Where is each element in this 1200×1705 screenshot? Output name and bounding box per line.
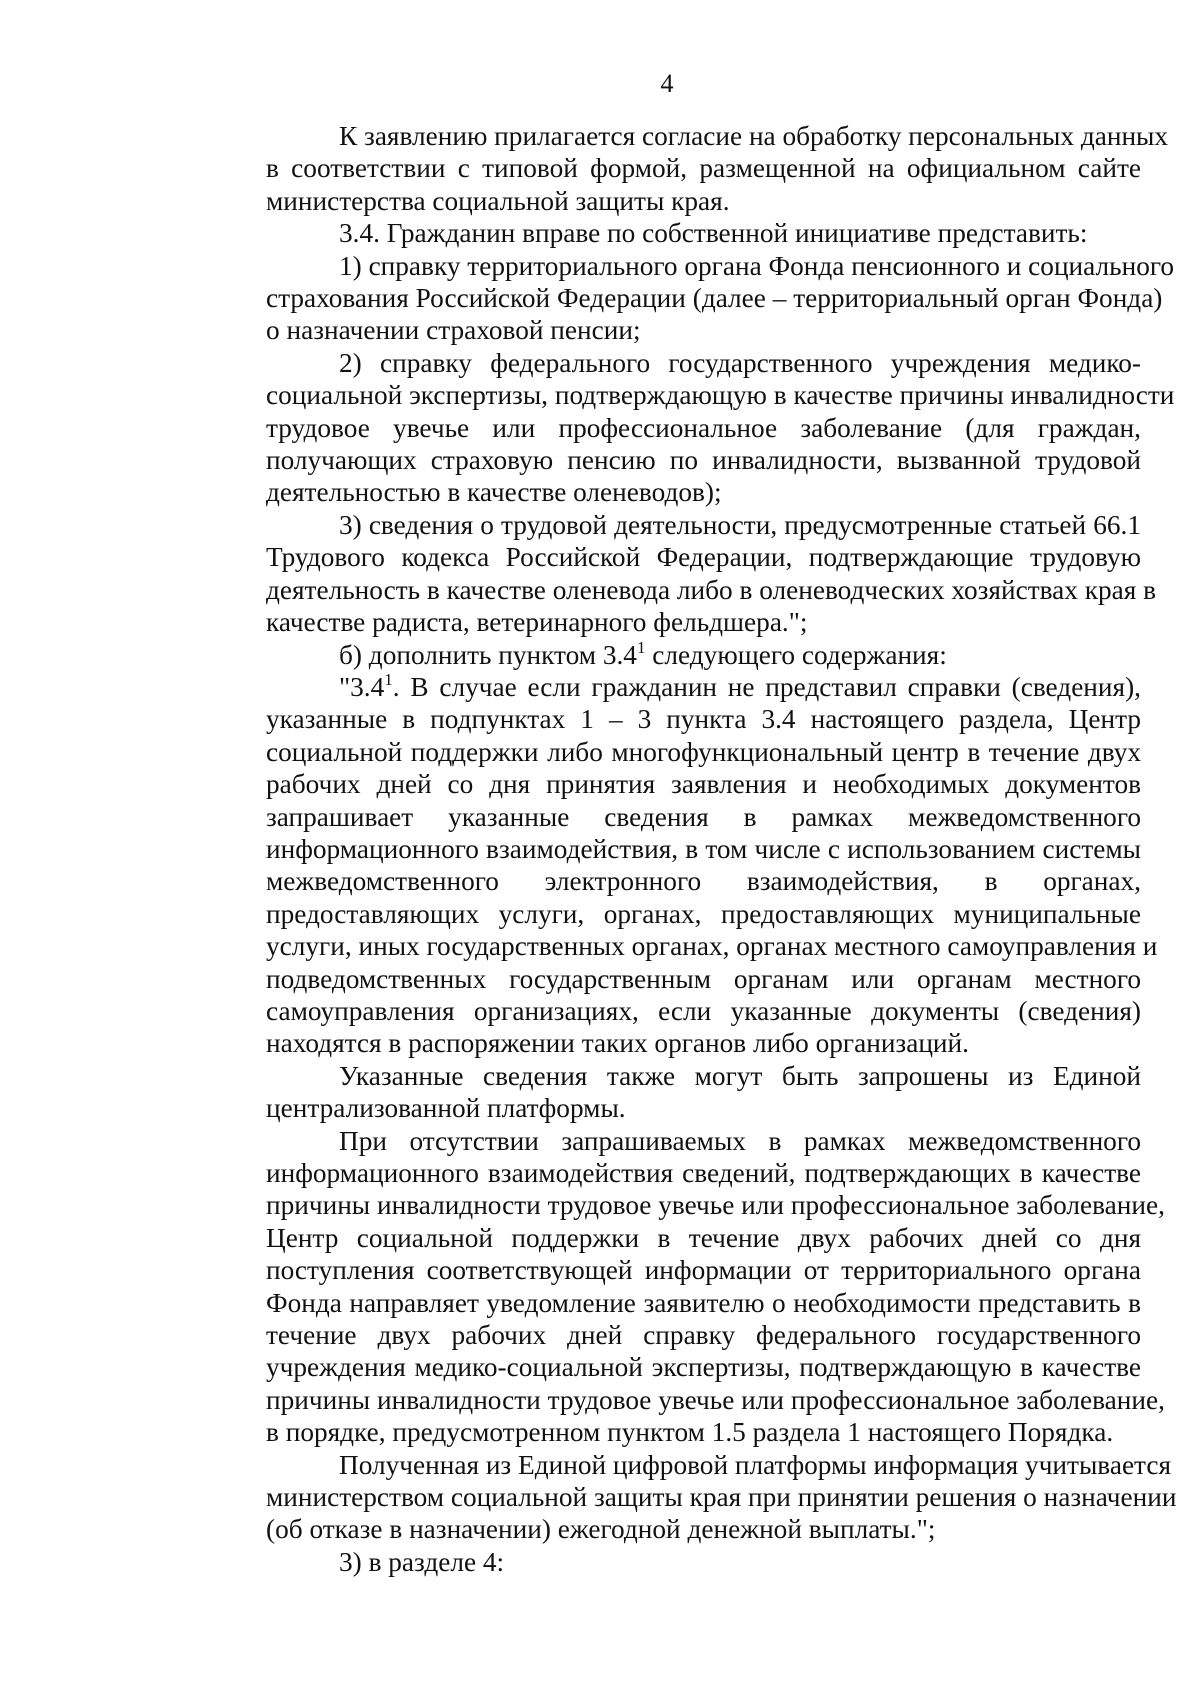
text-line: социальной поддержки либо многофункциональный центр в течение двух bbox=[266, 736, 1141, 767]
text-line: в порядке, предусмотренном пунктом 1.5 раздела 1 настоящего Порядка. bbox=[266, 1417, 1114, 1448]
text-fragment: "3.4 bbox=[339, 671, 385, 702]
text-line bbox=[193, 671, 1141, 703]
text-line: При отсутствии запрашиваемых в рамках межведомственного bbox=[339, 1125, 1141, 1156]
text-line: качестве радиста, ветеринарного фельдшера."; bbox=[266, 607, 808, 638]
text-line: находятся в распоряжении таких органов либо организаций. bbox=[266, 1028, 969, 1059]
text-line: о назначении страховой пенсии; bbox=[266, 315, 641, 346]
paragraph-platform-info bbox=[193, 1449, 1177, 1546]
text-line: информационного взаимодействия сведений, подтверждающих в качестве bbox=[266, 1158, 1141, 1188]
superscript: 1 bbox=[384, 669, 393, 689]
text-line: самоуправления организациях, если указанные документы (сведения) bbox=[266, 995, 1141, 1026]
text-line: причины инвалидности трудовое увечье или профессиональное заболевание, bbox=[266, 1384, 1165, 1415]
text-fragment: следующего содержания: bbox=[645, 639, 947, 670]
page-number: 4 bbox=[660, 69, 674, 98]
text-line: 1) справку территориального органа Фонда пенсионного и социального bbox=[339, 250, 1175, 281]
text-line: страхования Российской Федерации (далее – территориальный орган Фонда) bbox=[266, 283, 1163, 314]
text-line: информационного взаимодействия, в том числе с использованием системы bbox=[266, 833, 1141, 864]
text-line: министерством социальной защиты края при принятии решения о назначении bbox=[266, 1482, 1177, 1513]
text-line: в соответствии с типовой формой, размещенной на официальном сайте bbox=[266, 153, 1141, 184]
text-line: К заявлению прилагается согласие на обработку персональных данных bbox=[339, 121, 1169, 151]
text-line: указанные в подпунктах 1 – 3 пункта 3.4 настоящего раздела, Центр bbox=[266, 704, 1141, 735]
text-line: получающих страховую пенсию по инвалидности, вызванной трудовой bbox=[266, 445, 1141, 476]
paragraph-amend-b bbox=[193, 639, 1141, 671]
text-line: 3) сведения о трудовой деятельности, предусмотренные статьей 66.1 bbox=[339, 509, 1141, 540]
text-line: Указанные сведения также могут быть запрошены из Единой bbox=[339, 1060, 1141, 1091]
paragraph-section-4 bbox=[193, 1546, 1141, 1578]
superscript: 1 bbox=[636, 637, 646, 657]
paragraph-item-1 bbox=[193, 250, 1175, 347]
text-line: причины инвалидности трудовое увечье или профессиональное заболевание, bbox=[266, 1190, 1165, 1221]
text-line: централизованной платформы. bbox=[266, 1093, 626, 1124]
text-fragment: . В случае если гражданин не представил справки (сведения), bbox=[392, 671, 1141, 702]
text-line: Полученная из Единой цифровой платформы информация учитывается bbox=[339, 1449, 1171, 1480]
paragraph-item-2 bbox=[193, 347, 1175, 509]
text-line: течение двух рабочих дней справку федерального государственного bbox=[266, 1320, 1141, 1351]
text-line: 3) в разделе 4: bbox=[339, 1546, 505, 1577]
text-fragment: б) дополнить пунктом 3.4 bbox=[339, 639, 637, 670]
text-line: Фонда направляет уведомление заявителю о необходимости представить в bbox=[266, 1287, 1141, 1318]
document-body bbox=[193, 120, 1177, 1578]
text-line: учреждения медико-социальной экспертизы, подтверждающую в качестве bbox=[266, 1352, 1141, 1383]
text-line: межведомственного электронного взаимодействия, в органах, bbox=[266, 866, 1141, 897]
text-line bbox=[193, 639, 1141, 671]
paragraph-platform-request bbox=[193, 1060, 1141, 1125]
text-line: социальной экспертизы, подтверждающую в качестве причины инвалидности bbox=[266, 380, 1175, 411]
paragraph-consent bbox=[193, 120, 1169, 217]
text-line: 3.4. Гражданин вправе по собственной инициативе представить: bbox=[339, 218, 1088, 249]
text-line: министерства социальной защиты края. bbox=[266, 185, 730, 216]
text-line: подведомственных государственным органам или органам местного bbox=[266, 963, 1141, 994]
text-line: трудовое увечье или профессиональное заболевание (для граждан, bbox=[266, 412, 1141, 443]
text-line: Центр социальной поддержки в течение двух рабочих дней со дня bbox=[266, 1222, 1141, 1253]
text-line: Трудового кодекса Российской Федерации, подтверждающие трудовую bbox=[266, 542, 1141, 573]
paragraph-absence bbox=[193, 1125, 1165, 1449]
text-line: 2) справку федерального государственного учреждения медико- bbox=[339, 347, 1141, 378]
text-line: предоставляющих услуги, органах, предоставляющих муниципальные bbox=[266, 898, 1141, 929]
paragraph-item-3 bbox=[193, 509, 1157, 639]
paragraph-3-4 bbox=[193, 217, 1141, 249]
text-line: запрашивает указанные сведения в рамках межведомственного bbox=[266, 801, 1141, 832]
paragraph-3-4-1 bbox=[193, 669, 1158, 1060]
text-line: деятельностью в качестве оленеводов); bbox=[266, 477, 722, 508]
text-line: поступления соответствующей информации от территориального органа bbox=[266, 1255, 1141, 1286]
text-line: рабочих дней со дня принятия заявления и необходимых документов bbox=[266, 769, 1141, 800]
text-line: деятельность в качестве оленевода либо в оленеводческих хозяйствах края в bbox=[266, 574, 1157, 605]
text-line: (об отказе в назначении) ежегодной денежной выплаты."; bbox=[266, 1514, 936, 1545]
text-line: услуги, иных государственных органах, органах местного самоуправления и bbox=[266, 931, 1158, 962]
